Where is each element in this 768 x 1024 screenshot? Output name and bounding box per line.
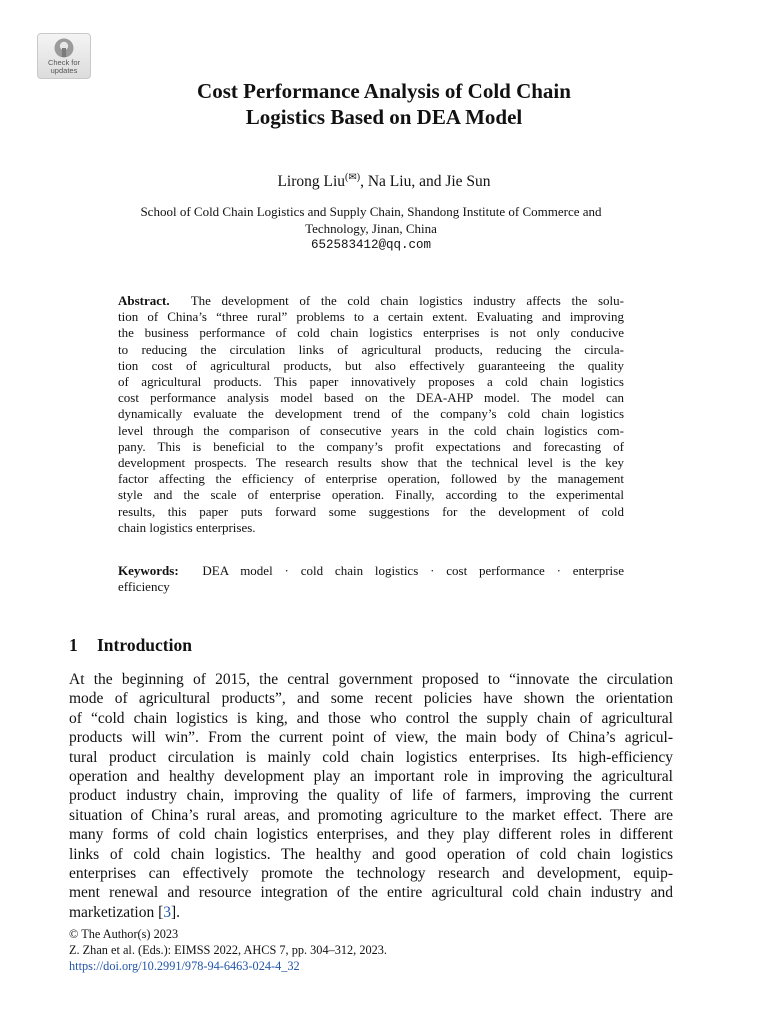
affiliation-line2: Technology, Jinan, China: [305, 221, 437, 236]
last-line-suffix: ].: [171, 903, 181, 921]
abstract-line: factor affecting the efficiency of enterprise operation, followed by the management: [118, 471, 624, 487]
page-footer: [69, 926, 673, 974]
keywords-line: [118, 563, 624, 579]
abstract-line: tion cost of agricultural products, but also effectively guaranteeing the quality: [118, 357, 624, 373]
intro-paragraph: [69, 670, 673, 922]
abstract-line: the business performance of cold chain logistics enterprises is not only conducive: [118, 325, 624, 341]
copyright: © The Author(s) 2023: [69, 927, 179, 941]
citation-link[interactable]: 3: [163, 903, 171, 921]
paragraph-line: At the beginning of 2015, the central government proposed to “innovate the circulation: [69, 671, 673, 688]
paragraph-line: ment renewal and resource integration of the entire agricultural cold chain industry and: [69, 884, 673, 902]
paper-title: [0, 78, 768, 130]
abstract-line: [118, 293, 624, 309]
section-title: Introduction: [97, 635, 192, 655]
abstract-line: level through the comparison of consecutive years in the cold chain logistics com-: [118, 422, 624, 438]
title-line1: Cost Performance Analysis of Cold Chain: [197, 79, 571, 103]
keywords-line: efficiency: [118, 579, 170, 595]
keywords: [118, 563, 624, 595]
check-for-updates-badge[interactable]: [37, 33, 91, 79]
author-list: [0, 168, 768, 192]
section-heading: [69, 634, 192, 656]
paragraph-line: tural product circulation is mainly cold chain logistics enterprises. Its high-efficiency: [69, 748, 673, 766]
affiliation: [0, 203, 742, 237]
keywords-text: DEA model · cold chain logistics · cost performance · enterprise: [202, 563, 624, 578]
paragraph-line: situation of China’s rural areas, and promoting agriculture to the market effect. There are: [69, 806, 673, 824]
title-line2: Logistics Based on DEA Model: [245, 105, 523, 129]
paragraph-line: of “cold chain logistics is king, and those who control the supply chain of agricultural: [69, 709, 673, 727]
abstract-line: pany. This is beneficial to the company’s profit expectations and forecasting of: [118, 438, 624, 454]
abstract-line: development prospects. The research results show that the technical level is the key: [118, 455, 624, 471]
author-rest: , Na Liu, and Jie Sun: [360, 173, 491, 190]
paragraph-line: products will win”. From the current point of view, the main body of China’s agricul-: [69, 729, 673, 747]
paragraph-line: mode of agricultural products”, and some recent policies have shown the orientation: [69, 690, 673, 708]
abstract-line-text: The development of the cold chain logistics industry affects the solu-: [190, 293, 624, 308]
author-first: Lirong Liu: [277, 173, 346, 190]
abstract-line: style and the scale of enterprise operation. Finally, according to the experimental: [118, 487, 624, 503]
abstract-line: dynamically evaluate the development trend of the company’s cold chain logistics: [118, 406, 624, 422]
paragraph-line: links of cold chain logistics. The healthy and good operation of cold chain logistics: [69, 845, 673, 863]
abstract-line: cost performance analysis model based on the DEA-AHP model. The model can: [118, 390, 624, 406]
keywords-label: Keywords:: [118, 563, 179, 578]
paragraph-line: product industry chain, improving the quality of life of farmers, improving the current: [69, 787, 673, 805]
abstract-line: results, this paper puts forward some suggestions for the development of cold: [118, 503, 624, 519]
paragraph-line: many forms of cold chain logistics enterprises, and they play different roles in different: [69, 826, 673, 844]
abstract-line: to reducing the circulation links of agricultural products, reducing the circula-: [118, 341, 624, 357]
abstract-line: tion of China’s “three rural” problems to a certain extent. Evaluating and improving: [118, 309, 624, 325]
badge-line2: updates: [50, 66, 78, 75]
corresponding-mark: (✉): [345, 172, 361, 183]
last-line-prefix: marketization [: [69, 903, 164, 921]
abstract-label: Abstract.: [118, 293, 170, 308]
paragraph-line: operation and healthy development play an important role in improving the agricultural: [69, 768, 673, 786]
doi-link[interactable]: https://doi.org/10.2991/978-94-6463-024-4_32: [69, 959, 300, 973]
check-updates-icon: [53, 37, 75, 59]
author-email[interactable]: 652583412@qq.com: [310, 238, 432, 252]
badge-line1: Check for: [47, 58, 81, 67]
section-number: 1: [69, 635, 78, 655]
abstract-line: chain logistics enterprises.: [118, 519, 256, 535]
paragraph-line: [69, 903, 673, 922]
paragraph-line: enterprises can effectively promote the technology research and development, equip-: [69, 865, 673, 883]
proceedings-citation: Z. Zhan et al. (Eds.): EIMSS 2022, AHCS 7, pp. 304–312, 2023.: [69, 943, 388, 957]
abstract: [118, 293, 624, 536]
abstract-line: of agricultural products. This paper innovatively proposes a cold chain logistics: [118, 374, 624, 390]
affiliation-line1: School of Cold Chain Logistics and Supply Chain, Shandong Institute of Commerce and: [140, 204, 602, 219]
